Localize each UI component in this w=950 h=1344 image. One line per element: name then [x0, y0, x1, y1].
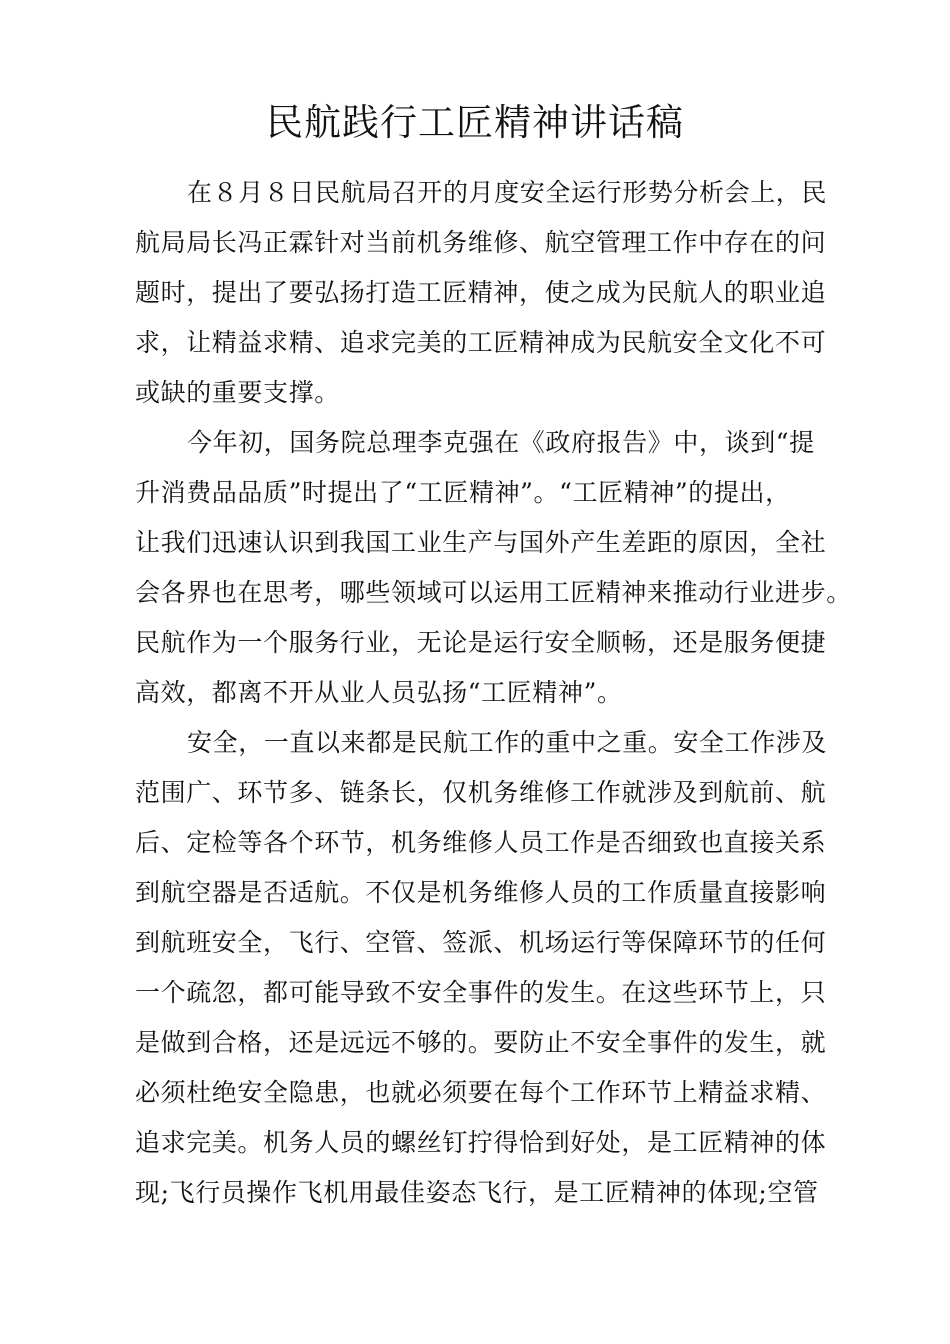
paragraph-1-line-3: 题时，提出了要弘扬打造工匠精神，使之成为民航人的职业追: [135, 278, 827, 307]
paragraph-1-line-4: 求，让精益求精、追求完美的工匠精神成为民航安全文化不可: [135, 328, 827, 357]
document-title: 民航践行工匠精神讲话稿: [266, 101, 684, 144]
paragraph-1-line-1: 在８月８日民航局召开的月度安全运行形势分析会上，民: [187, 178, 828, 207]
paragraph-3-line-8: 必须杜绝安全隐患，也就必须要在每个工作环节上精益求精、: [135, 1078, 827, 1107]
paragraph-3-line-5: 到航班安全，飞行、空管、签派、机场运行等保障环节的任何: [135, 928, 827, 957]
paragraph-1-line-5: 或缺的重要支撑。: [135, 378, 340, 407]
paragraph-3-line-4: 到航空器是否适航。不仅是机务维修人员的工作质量直接影响: [135, 878, 827, 907]
paragraph-3-line-2: 范围广、环节多、链条长，仅机务维修工作就涉及到航前、航: [135, 778, 827, 807]
paragraph-2-line-4: 会各界也在思考，哪些领域可以运用工匠精神来推动行业进步。: [135, 578, 852, 607]
paragraph-3-line-6: 一个疏忽，都可能导致不安全事件的发生。在这些环节上，只: [135, 978, 827, 1007]
paragraph-3-line-7: 是做到合格，还是远远不够的。要防止不安全事件的发生，就: [135, 1028, 827, 1057]
paragraph-3-line-10: 现;飞行员操作飞机用最佳姿态飞行，是工匠精神的体现;空管: [135, 1178, 819, 1207]
paragraph-2-line-2: 升消费品品质”时提出了“工匠精神”。“工匠精神”的提出，: [135, 478, 791, 507]
paragraph-2-line-6: 高效，都离不开从业人员弘扬“工匠精神”。: [135, 678, 623, 707]
paragraph-2-line-5: 民航作为一个服务行业，无论是运行安全顺畅，还是服务便捷: [135, 628, 827, 657]
paragraph-2-line-1: 今年初，国务院总理李克强在《政府报告》中，谈到“提: [187, 428, 815, 457]
paragraph-1-line-2: 航局局长冯正霖针对当前机务维修、航空管理工作中存在的问: [135, 228, 827, 257]
document-body: [135, 168, 855, 1218]
paragraph-3-line-9: 追求完美。机务人员的螺丝钉拧得恰到好处，是工匠精神的体: [135, 1128, 827, 1157]
paragraph-3-line-3: 后、定检等各个环节，机务维修人员工作是否细致也直接关系: [135, 828, 827, 857]
paragraph-2-line-3: 让我们迅速认识到我国工业生产与国外产生差距的原因，全社: [135, 528, 827, 557]
paragraph-3-line-1: 安全，一直以来都是民航工作的重中之重。安全工作涉及: [187, 728, 828, 757]
